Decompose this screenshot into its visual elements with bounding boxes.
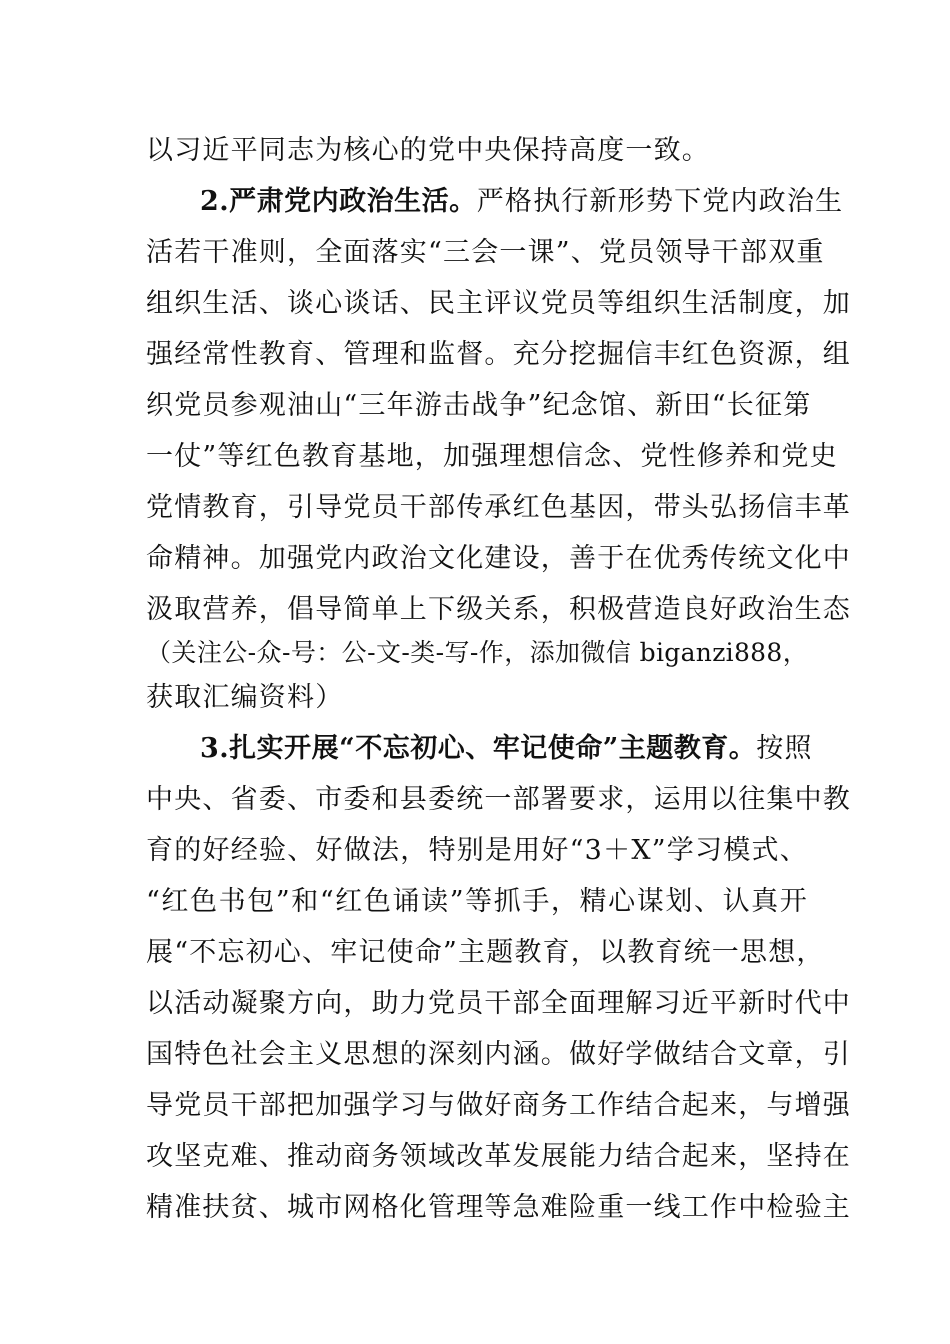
p2-line-4: 强经常性教育、管理和监督。充分挖掘信丰红色资源，组 — [146, 339, 851, 370]
p3-line-10: 精准扶贫、城市网格化管理等急难险重一线工作中检验主 — [146, 1192, 851, 1223]
p3-line-2: 中央、省委、市委和县委统一部署要求，运用以往集中教 — [146, 784, 851, 815]
p2-line-9: 汲取营养，倡导简单上下级关系，积极营造良好政治生态 — [146, 594, 851, 625]
p3-line-4: “红色书包”和“红色诵读”等抓手，精心谋划、认真开 — [146, 886, 808, 917]
p2-line-5: 织党员参观油山“三年游击战争”纪念馆、新田“长征第 — [146, 390, 812, 421]
p3-line-5: 展“不忘初心、牢记使命”主题教育，以教育统一思想， — [146, 937, 825, 968]
p2-line-10: （关注公-众-号：公-文-类-写-作，添加微信 biganzi888， — [146, 638, 808, 667]
p2-line-3: 组织生活、谈心谈话、民主评议党员等组织生活制度，加 — [146, 288, 851, 319]
p2-line-1 — [200, 182, 844, 222]
p2-line-1-text: 严格执行新形势下党内政治生 — [476, 186, 844, 217]
p3-line-3: 育的好经验、好做法，特别是用好“3＋X”学习模式、 — [146, 835, 808, 866]
p3-line-1-text: 按照 — [756, 733, 813, 764]
p3-line-7: 国特色社会主义思想的深刻内涵。做好学做结合文章，引 — [146, 1039, 851, 1070]
p2-line-6: 一仗”等红色教育基地，加强理想信念、党性修养和党史 — [146, 441, 838, 472]
p2-heading: 2.严肃党内政治生活。 — [200, 186, 477, 217]
p3-line-8: 导党员干部把加强学习与做好商务工作结合起来，与增强 — [146, 1090, 851, 1121]
p3-line-9: 攻坚克难、推动商务领域改革发展能力结合起来，坚持在 — [146, 1141, 851, 1172]
p2-line-2: 活若干准则，全面落实“三会一课”、党员领导干部双重 — [146, 237, 825, 268]
p2-line-11: 获取汇编资料） — [146, 682, 344, 713]
p3-heading: 3.扎实开展“不忘初心、牢记使命”主题教育。 — [200, 733, 757, 764]
p3-line-6: 以活动凝聚方向，助力党员干部全面理解习近平新时代中 — [146, 988, 851, 1019]
p2-line-7: 党情教育，引导党员干部传承红色基因，带头弘扬信丰革 — [146, 492, 851, 523]
p3-line-1 — [200, 729, 813, 769]
p1-line-1: 以习近平同志为核心的党中央保持高度一致。 — [146, 135, 710, 166]
p2-line-8: 命精神。加强党内政治文化建设，善于在优秀传统文化中 — [146, 543, 851, 574]
